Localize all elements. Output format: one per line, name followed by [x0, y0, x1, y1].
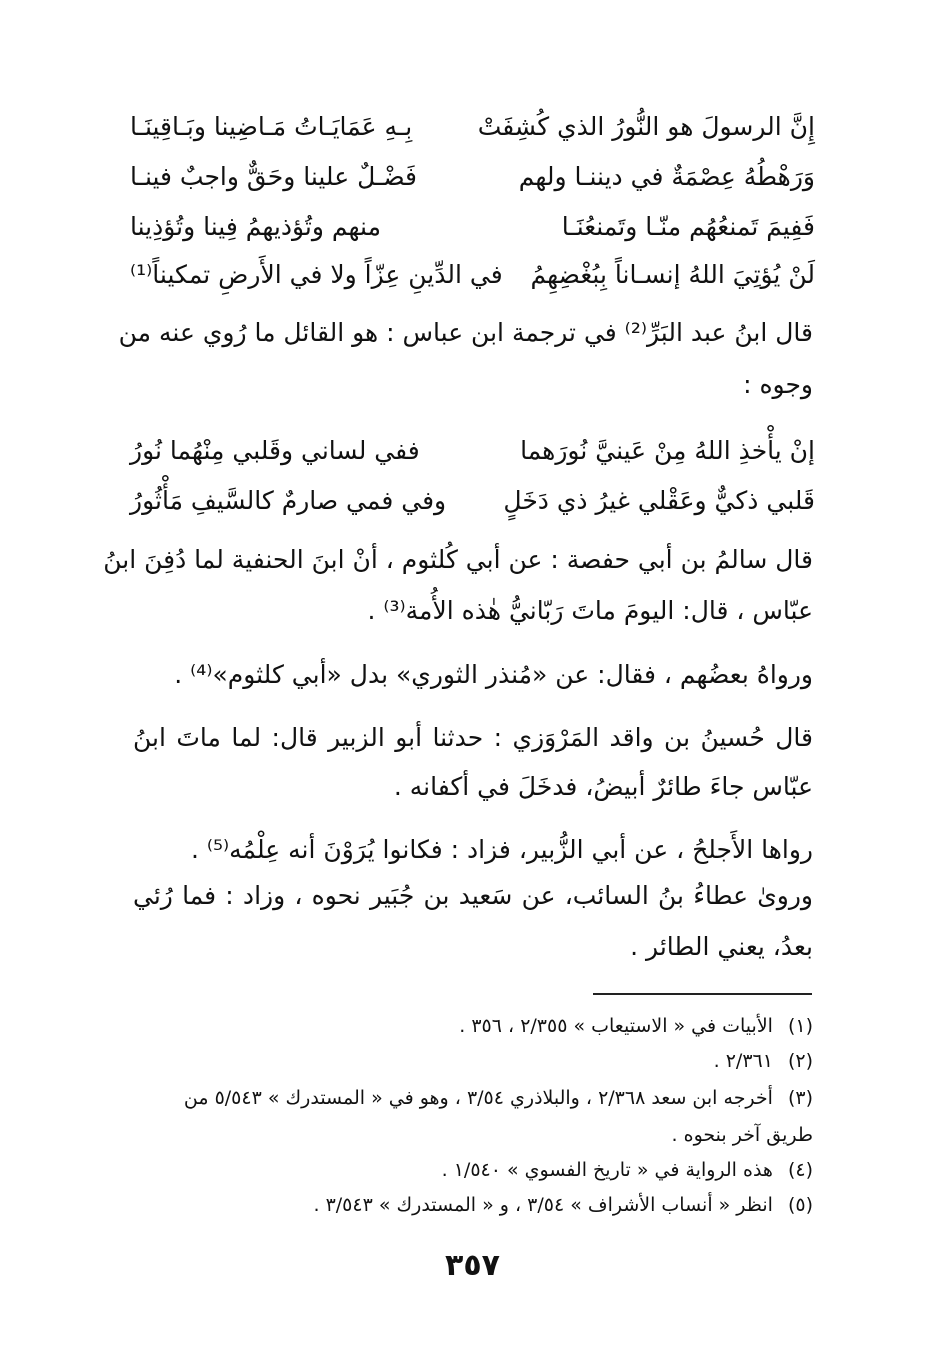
paragraph-line: وجوه :	[743, 370, 813, 399]
paragraph-line: ورواهُ بعضُهم ، فقال: عن «مُنذر الثوري» بدل «أبي كلثوم»⁽⁴⁾ .	[174, 660, 813, 689]
page-number: ٣٥٧	[445, 1248, 500, 1283]
footnote-number: (١)	[787, 1015, 813, 1037]
verse-second-hemistich: بِـهِ عَمَايَـاتُ مَـاضِينا وبَـاقِينَـا	[130, 111, 413, 141]
paragraph-line: رواها الأَجلحُ ، عن أبي الزُّبير، فزاد : فكانوا يُرَوْنَ أنه عِلْمُه⁽⁵⁾ .	[190, 835, 813, 864]
verse-first-hemistich: فَفِيمَ تَمنعُهُم منّـا وتَمنعُنَـا	[561, 211, 815, 241]
verse-second-hemistich: ففي لساني وقَلبي مِنْهُما نُورُ	[130, 435, 420, 465]
verse-second-hemistich: فَضْـلٌ علينا وحَقٌّ واجبٌ فينـا	[130, 161, 417, 191]
verse-row	[130, 475, 815, 525]
paragraph-line: عبّاس ، قال: اليومَ ماتَ رَبّانيُّ هٰذه الأُمة⁽³⁾ .	[367, 596, 813, 625]
paragraph-line: قال سالمُ بن أبي حفصة : عن أبي كُلثوم ، أنْ ابنَ الحنفية لما دُفِنَ ابنُ	[103, 545, 813, 574]
footnote	[133, 1050, 813, 1073]
verse-first-hemistich: قَلبي ذكيٌّ وعَقْلي غيرُ ذي دَخَلٍ	[503, 485, 815, 515]
footnote-text: الأبيات في « الاستيعاب » ٢/٣٥٥ ، ٣٥٦ .	[459, 1015, 773, 1037]
footnote-text: أخرجه ابن سعد ٢/٣٦٨ ، والبلاذري ٣/٥٤ ، وهو في « المستدرك » ٥/٥٤٣ من	[183, 1087, 773, 1109]
verse-row	[130, 101, 815, 151]
footnote-number: (٥)	[787, 1194, 813, 1216]
verse-first-hemistich: إنْ يأْخذِ اللهُ مِنْ عَينيَّ نُورَهما	[520, 435, 815, 465]
footnote-text: انظر « أنساب الأشراف » ٣/٥٤ ، و « المستدرك » ٣/٥٤٣ .	[313, 1194, 773, 1216]
footnote	[133, 1159, 813, 1182]
footnote-number: (٢)	[787, 1050, 813, 1072]
footnote	[133, 1194, 813, 1217]
verse-row	[130, 201, 815, 251]
paragraph-line: بعدُ، يعني الطائر .	[630, 932, 813, 961]
verse-second-hemistich: وفي فمي صارمٌ كالسَّيفِ مَأْثُورُ	[130, 485, 447, 515]
footnote-text: طريق آخر بنحوه .	[671, 1124, 813, 1146]
paragraph-line: قال حُسينُ بن واقد المَرْوَزي : حدثنا أبو الزبير قال: لما ماتَ ابنُ	[133, 723, 813, 752]
verse-second-hemistich: منهم وتُؤذيهمُ فِينا وتُؤذِينا	[130, 211, 381, 241]
footnote	[133, 1124, 813, 1147]
paragraph-line: عبّاس جاءَ طائرٌ أبيضُ، فدخَلَ في أكفانه .	[393, 772, 813, 801]
footnote	[133, 1087, 813, 1110]
footnote-divider	[593, 993, 812, 995]
verse-first-hemistich: وَرَهْطُهُ عِصْمَةٌ في ديننـا ولهم	[518, 161, 815, 191]
verse-first-hemistich: لَنْ يُؤتِيَ اللهُ إنسـاناً بِبُغْضِهِمُ	[530, 259, 815, 289]
footnote-text: ٢/٣٦١ .	[713, 1050, 773, 1072]
verse-row	[130, 151, 815, 201]
footnote	[133, 1015, 813, 1038]
paragraph-line: قال ابنُ عبد البَرِّ⁽²⁾ في ترجمة ابن عباس : هو القائل ما رُوي عنه من	[118, 318, 813, 347]
footnote-number: (٤)	[787, 1159, 813, 1181]
paragraph-line: وروىٰ عطاءُ بنُ السائب، عن سَعيد بن جُبَير نحوه ، وزاد : فما رُئي	[133, 881, 813, 910]
verse-row	[130, 425, 815, 475]
footnote-text: هذه الرواية في « تاريخ الفسوي » ١/٥٤٠ .	[441, 1159, 773, 1181]
footnote-number: (٣)	[787, 1087, 813, 1109]
verse-second-hemistich: في الدِّينِ عِزّاً ولا في الأَرضِ تمكيناً⁽¹⁾	[130, 259, 503, 289]
verse-row	[130, 249, 815, 299]
verse-first-hemistich: إِنَّ الرسولَ هو النُّورُ الذي كُشِفَتْ	[477, 111, 815, 141]
